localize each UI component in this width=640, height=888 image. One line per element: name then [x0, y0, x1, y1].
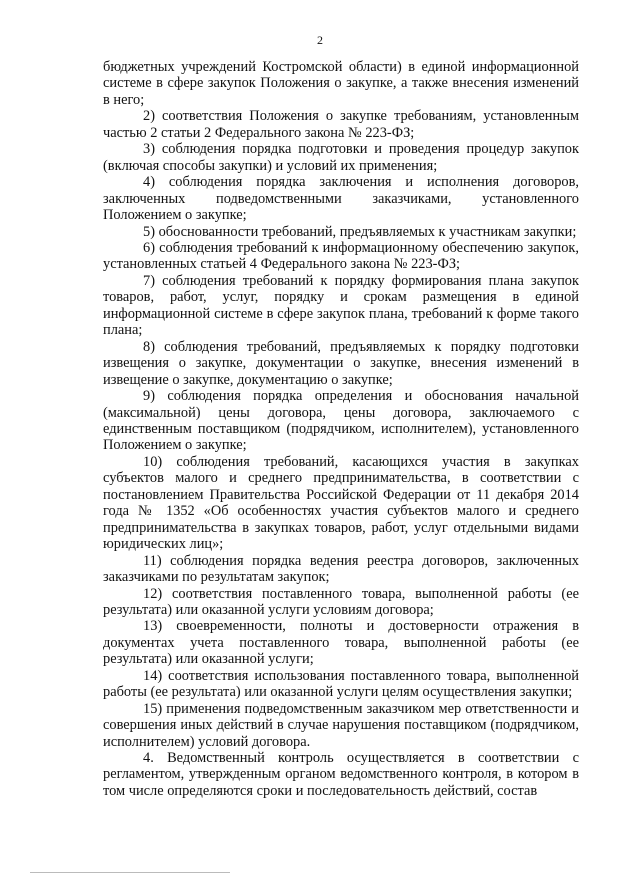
paragraph-item-5: 5) обоснованности требований, предъявляемых к участникам закупки; [143, 223, 577, 240]
paragraph-item-9: 9) соблюдения порядка определения и обоснования начальной (максимальной) цены договора, цены договора, заключаемого с единственным поставщиком (подрядчиком, исполнителем), установленного Положением о закупке; [103, 388, 579, 454]
paragraph-item-4: 4) соблюдения порядка заключения и исполнения договоров, заключенных подведомственными заказчиками, установленного Положением о закупке; [103, 174, 579, 224]
paragraph-item-6: 6) соблюдения требований к информационному обеспечению закупок, установленных статьей 4 Федерального закона № 223-ФЗ; [103, 239, 579, 273]
paragraph-item-7: 7) соблюдения требований к порядку формирования плана закупок товаров, работ, услуг, порядку и срокам размещения в единой информационной системе в сфере закупок плана, требований к форме такого плана; [103, 272, 579, 339]
paragraph-item-14: 14) соответствия использования поставленного товара, выполненной работы (ее результата) или оказанной услуги целям осуществления закупки; [103, 667, 579, 701]
paragraph-item-2: 2) соответствия Положения о закупке требованиям, установленным частью 2 статьи 2 Федерального закона № 223-ФЗ; [103, 108, 579, 141]
paragraph-item-8: 8) соблюдения требований, предъявляемых к порядку подготовки извещения о закупке, документации о закупке, внесения изменений в извещение о закупке, документацию о закупке; [103, 338, 579, 388]
paragraph-item-3: 3) соблюдения порядка подготовки и проведения процедур закупок (включая способы закупки) и условий их применения; [103, 141, 579, 174]
paragraph-item-11: 11) соблюдения порядка ведения реестра договоров, заключенных заказчиками по результатам закупок; [103, 552, 579, 586]
document-body [103, 59, 579, 799]
paragraph-section-4: 4. Ведомственный контроль осуществляется в соответствии с регламентом, утвержденным органом ведомственного контроля, в котором в том числе определяются сроки и последовательность действий, состав [103, 750, 579, 799]
paragraph-item-10: 10) соблюдения требований, касающихся участия в закупках субъектов малого и среднего предпринимательства, в соответствии с постановлением Правительства Российской Федерации от 11 декабря 2014 года № 1352 «Об особенностях участия субъектов малого и среднего предпринимательства в закупках товаров, работ, услуг отдельными видами юридических лиц»; [103, 453, 579, 553]
paragraph-item-12: 12) соответствия поставленного товара, выполненной работы (ее результата) или оказанной услуги условиям договора; [103, 585, 579, 618]
paragraph-continuation: бюджетных учреждений Костромской области) в единой информационной системе в сфере закупок Положения о закупке, а также внесения изменений в него; [103, 59, 579, 108]
page-number: 2 [317, 33, 323, 47]
paragraph-item-15: 15) применения подведомственным заказчиком мер ответственности и совершения иных действий в случае нарушения поставщиком (подрядчиком, исполнителем) условий договора. [103, 700, 579, 750]
paragraph-item-13: 13) своевременности, полноты и достоверности отражения в документах учета поставленного товара, выполненной работы (ее результата) или оказанной услуги; [103, 618, 579, 668]
scan-edge-line [30, 872, 230, 873]
